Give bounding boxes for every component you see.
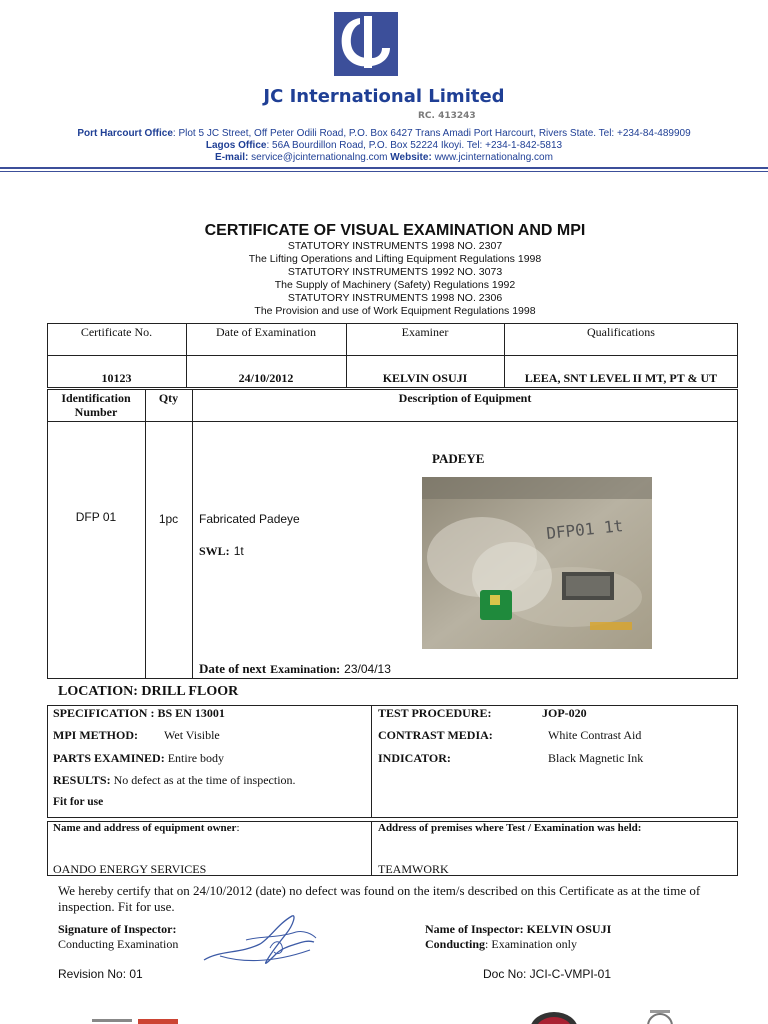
test-procedure-value: JOP-020 <box>542 706 587 720</box>
owner-label: Name and address of equipment owner <box>53 822 237 834</box>
lagos-label: Lagos Office <box>205 140 267 151</box>
spec-value: BS EN 13001 <box>157 706 225 720</box>
conducting-line <box>425 937 577 952</box>
signature-sub: Conducting Examination <box>58 937 179 951</box>
mpi-method-line <box>53 728 220 743</box>
header-certificate-no: Certificate No. <box>80 325 153 339</box>
header-rule-thin <box>0 171 768 172</box>
certify-text-line1: We hereby certify that on 24/10/2012 (date) no defect was found on the item/s described on this Certificate as at the time of <box>58 883 701 898</box>
examination-date: 24/10/2012 <box>238 371 294 385</box>
results-label: RESULTS: <box>53 773 111 787</box>
contrast-media-label: CONTRAST MEDIA: <box>378 728 493 742</box>
contact-line <box>0 152 768 164</box>
table-divider <box>371 705 372 818</box>
statute-line: STATUTORY INSTRUMENTS 1992 NO. 3073 <box>287 266 503 278</box>
swl-label: SWL: <box>199 544 230 558</box>
table-divider <box>47 421 738 422</box>
next-examination-line <box>199 660 391 678</box>
equipment-name: Fabricated Padeye <box>199 512 300 526</box>
next-label: Date of next <box>199 661 267 676</box>
parts-label: PARTS EXAMINED: <box>53 751 165 765</box>
header-examiner: Examiner <box>401 325 449 339</box>
table-divider <box>371 821 372 876</box>
statute-line: The Supply of Machinery (Safety) Regulations 1992 <box>274 279 516 291</box>
table-divider <box>145 389 146 679</box>
header-qty: Qty <box>158 391 179 405</box>
spec-label: SPECIFICATION : <box>53 706 155 720</box>
equipment-qty: 1pc <box>158 512 179 526</box>
spec-line <box>53 706 225 721</box>
inspector-signature <box>200 910 325 974</box>
owner-value: OANDO ENERGY SERVICES <box>53 862 207 876</box>
padeye-photo <box>422 477 652 649</box>
fit-for-use: Fit for use <box>53 796 104 808</box>
owner-label-line: Name and address of equipment owner: <box>53 822 240 834</box>
port-harcourt-label: Port Harcourt Office <box>77 128 173 139</box>
parts-examined-line <box>53 751 224 766</box>
lagos-text: : 56A Bourdillon Road, P.O. Box 52224 Ikoyi. Tel: +234-1-842-5813 <box>266 140 563 151</box>
qualifications-value: LEEA, SNT LEVEL II MT, PT & UT <box>524 371 718 385</box>
next-label-2: Examination: <box>270 662 341 676</box>
premises-label: Address of premises where Test / Examination was held: <box>378 822 642 834</box>
email-label: E-mail: <box>215 152 249 163</box>
contrast-media-value: White Contrast Aid <box>548 728 642 742</box>
certification-logo <box>92 1016 188 1024</box>
conducting-value: : Examination only <box>485 937 578 951</box>
signature-label: Signature of Inspector: <box>58 922 177 936</box>
header-date-of-examination: Date of Examination <box>216 325 316 339</box>
statute-line: The Lifting Operations and Lifting Equipment Regulations 1998 <box>248 253 542 265</box>
port-harcourt-address <box>0 128 768 140</box>
conducting-label: Conducting <box>425 937 486 951</box>
header-description: Description of Equipment <box>398 391 532 405</box>
next-examination-date: 23/04/13 <box>344 662 391 676</box>
website-value[interactable]: www.jcinternationalng.com <box>434 152 553 163</box>
photo-marking: DFP01 1t <box>545 516 625 543</box>
premises-value: TEAMWORK <box>378 862 449 876</box>
parts-value: Entire body <box>167 751 225 765</box>
email-value[interactable]: service@jcinternationalng.com <box>251 152 388 163</box>
inspector-name-value: KELVIN OSUJI <box>526 922 612 936</box>
quality-mark <box>645 1008 675 1024</box>
inspector-name-line <box>425 922 611 937</box>
certificate-number: 10123 <box>101 371 132 385</box>
statute-line: STATUTORY INSTRUMENTS 1998 NO. 2307 <box>287 240 503 252</box>
statute-line: The Provision and use of Work Equipment Regulations 1998 <box>254 305 536 317</box>
registration-number: RC. 413243 <box>418 111 476 121</box>
results-value: No defect as at the time of inspection. <box>113 773 296 787</box>
location: LOCATION: DRILL FLOOR <box>58 684 239 699</box>
results-line <box>53 773 296 788</box>
certify-text-line2: inspection. Fit for use. <box>58 899 175 914</box>
photo-title: PADEYE <box>432 451 485 466</box>
accreditation-seal <box>528 1010 580 1024</box>
statute-line: STATUTORY INSTRUMENTS 1998 NO. 2306 <box>287 292 503 304</box>
revision-number: Revision No: 01 <box>58 967 143 981</box>
certificate-title: CERTIFICATE OF VISUAL EXAMINATION AND MPI <box>204 222 586 239</box>
website-label: Website: <box>390 152 432 163</box>
header-qualifications: Qualifications <box>587 325 655 339</box>
indicator-value: Black Magnetic Ink <box>548 751 644 765</box>
table-divider <box>47 355 738 356</box>
header-identification-number: Identification Number <box>61 391 131 419</box>
document-number: Doc No: JCI-C-VMPI-01 <box>483 967 612 981</box>
company-logo <box>328 8 404 80</box>
equipment-id: DFP 01 <box>75 510 117 524</box>
lagos-address <box>0 140 768 152</box>
indicator-label: INDICATOR: <box>378 751 451 765</box>
inspector-name-label: Name of Inspector: <box>425 922 524 936</box>
swl-value: 1t <box>233 544 244 558</box>
mpi-value: Wet Visible <box>164 728 220 742</box>
header-rule <box>0 167 768 169</box>
test-procedure-label: TEST PROCEDURE: <box>378 706 492 720</box>
company-name: JC International Limited <box>263 86 505 107</box>
mpi-label: MPI METHOD: <box>53 728 138 742</box>
swl-line <box>199 542 244 560</box>
port-harcourt-text: : Plot 5 JC Street, Off Peter Odili Road, P.O. Box 6427 Trans Amadi Port Harcourt, Rivers State. Tel: +234-84-489909 <box>172 128 691 139</box>
table-divider <box>192 389 193 679</box>
examiner-name: KELVIN OSUJI <box>382 371 468 385</box>
